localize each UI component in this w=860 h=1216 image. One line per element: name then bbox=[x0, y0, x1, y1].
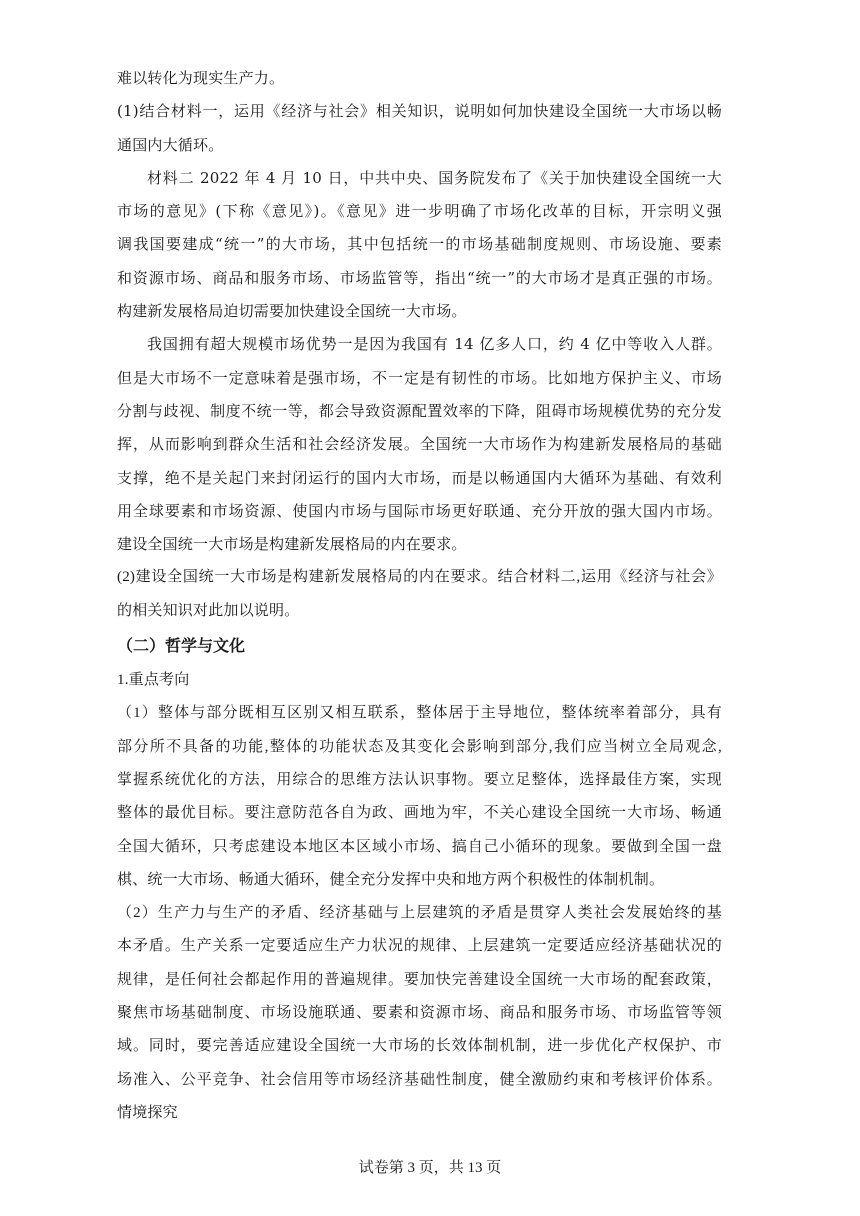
material-2-line: 材料二 2022 年 4 月 10 日，中共中央、国务院发布了《关于加快建设全国统一大 bbox=[147, 168, 722, 187]
point-1-line: 部分所不具备的功能,整体的功能状态及其变化会影响到部分,我们应当树立全局观念, bbox=[117, 738, 722, 755]
point-1-line: 掌握系统优化的方法，用综合的思维方法认识事物。要立足整体，选择最佳方案，实现 bbox=[117, 771, 722, 788]
point-1-line: 全国大循环，只考虑建设本地区本区域小市场、搞自己小循环的现象。要做到全国一盘 bbox=[117, 838, 722, 855]
text-line: 难以转化为现实生产力。 bbox=[117, 69, 285, 87]
question-1-line: (1)结合材料一，运用《经济与社会》相关知识，说明如何加快建设全国统一大市场以畅 bbox=[117, 102, 722, 121]
point-2-line: 聚焦市场基础制度、市场设施联通、要素和资源市场、商品和服务市场、市场监管等领 bbox=[117, 1005, 722, 1022]
point-2-line: （2）生产力与生产的矛盾、经济基础与上层建筑的矛盾是贯穿人类社会发展始终的基 bbox=[117, 905, 722, 922]
document-page bbox=[117, 62, 722, 1130]
material-2-line: 构建新发展格局迫切需要加快建设全国统一大市场。 bbox=[117, 302, 467, 321]
material-2-line: 用全球要素和市场资源、使国内市场与国际市场更好联通、充分开放的强大国内市场。 bbox=[117, 501, 722, 520]
point-1-line: 棋、统一大市场、畅通大循环，健全充分发挥中央和地方两个积极性的体制机制。 bbox=[117, 871, 665, 888]
page-footer: 试卷第 3 页，共 13 页 bbox=[358, 1160, 502, 1176]
material-2-line: 调我国要建成“统一”的大市场，其中包括统一的市场基础制度规则、市场设施、要素 bbox=[117, 235, 722, 254]
material-2-line: 分割与歧视、制度不统一等，都会导致资源配置效率的下降，阻碍市场规模优势的充分发 bbox=[117, 401, 722, 420]
material-2-line: 市场的意见》(下称《意见》)。《意见》进一步明确了市场化改革的目标，开宗明义强 bbox=[117, 202, 722, 221]
question-2-line: 的相关知识对此加以说明。 bbox=[117, 602, 300, 619]
material-2-line: 支撑，绝不是关起门来封闭运行的国内大市场，而是以畅通国内大循环为基础、有效利 bbox=[117, 468, 722, 487]
question-1-line: 通国内大循环。 bbox=[117, 135, 224, 154]
point-2-line: 规律，是任何社会都起作用的普遍规律。要加快完善建设全国统一大市场的配套政策， bbox=[117, 971, 722, 988]
material-2-line: 我国拥有超大规模市场优势一是因为我国有 14 亿多人口，约 4 亿中等收入人群。 bbox=[147, 335, 722, 354]
point-2-line: 本矛盾。生产关系一定要适应生产力状况的规律、上层建筑一定要适应经济基础状况的 bbox=[117, 938, 722, 955]
point-1-line: 整体的最优目标。要注意防范各自为政、画地为牢，不关心建设全国统一大市场、畅通 bbox=[117, 805, 722, 822]
situation-inquiry-label: 情境探究 bbox=[117, 1104, 178, 1121]
material-2-line: 但是大市场不一定意味着是强市场，不一定是有韧性的市场。比如地方保护主义、市场 bbox=[117, 368, 722, 387]
point-1-line: （1）整体与部分既相互区别又相互联系，整体居于主导地位，整体统率着部分，具有 bbox=[117, 705, 722, 722]
question-2-line: (2)建设全国统一大市场是构建新发展格局的内在要求。结合材料二,运用《经济与社会》 bbox=[117, 569, 722, 586]
point-2-line: 域。同时，要完善适应建设全国统一大市场的长效体制机制，进一步优化产权保护、市 bbox=[117, 1038, 722, 1055]
material-2-line: 建设全国统一大市场是构建新发展格局的内在要求。 bbox=[117, 535, 467, 554]
subsection-label: 1.重点考向 bbox=[117, 672, 190, 689]
section-heading: （二）哲学与文化 bbox=[117, 636, 246, 656]
material-2-line: 和资源市场、商品和服务市场、市场监管等，指出“统一”的大市场才是真正强的市场。 bbox=[117, 268, 722, 287]
material-2-line: 挥，从而影响到群众生活和社会经济发展。全国统一大市场作为构建新发展格局的基础 bbox=[117, 435, 722, 454]
point-2-line: 场准入、公平竞争、社会信用等市场经济基础性制度，健全激励约束和考核评价体系。 bbox=[117, 1071, 722, 1088]
